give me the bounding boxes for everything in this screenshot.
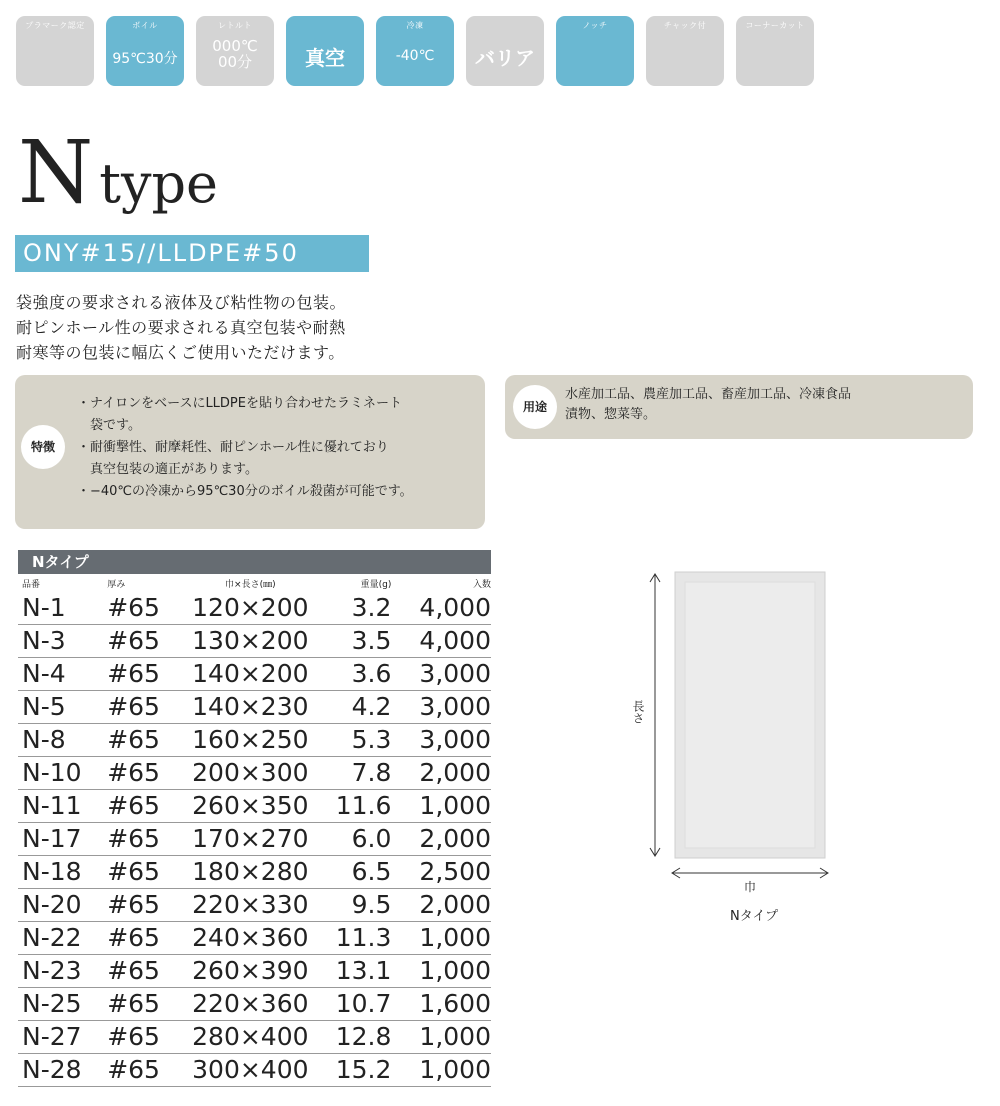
cell-weight: 10.7 — [317, 988, 392, 1021]
description-line: 耐ピンホール性の要求される真空包装や耐熱 — [16, 318, 346, 337]
cell-quantity: 2,000 — [391, 889, 491, 922]
cell-quantity: 4,000 — [391, 625, 491, 658]
cell-thickness: #65 — [107, 922, 184, 955]
cell-quantity: 1,000 — [391, 1021, 491, 1054]
title-word: type — [99, 152, 218, 215]
usage-line: 水産加工品、農産加工品、畜産加工品、冷凍食品 — [565, 387, 852, 402]
cell-product: N-17 — [18, 823, 107, 856]
cell-size: 220×360 — [184, 988, 317, 1021]
cell-weight: 12.8 — [317, 1021, 392, 1054]
table-row — [18, 724, 491, 757]
cell-thickness: #65 — [107, 988, 184, 1021]
cell-thickness: #65 — [107, 724, 184, 757]
usage-line: 漬物、惣菜等。 — [565, 407, 657, 422]
usage-label: 用途 — [513, 385, 557, 429]
cell-product: N-22 — [18, 922, 107, 955]
usage-box — [505, 375, 973, 439]
cell-product: N-27 — [18, 1021, 107, 1054]
cell-weight: 6.5 — [317, 856, 392, 889]
cell-weight: 7.8 — [317, 757, 392, 790]
vacuum-icon — [286, 16, 364, 86]
cell-product: N-25 — [18, 988, 107, 1021]
boil-icon — [106, 16, 184, 86]
cell-quantity: 1,000 — [391, 790, 491, 823]
cell-thickness: #65 — [107, 658, 184, 691]
header-thickness: 厚み — [107, 579, 126, 590]
table-row — [18, 1021, 491, 1054]
cell-size: 280×400 — [184, 1021, 317, 1054]
features-label: 特徴 — [21, 425, 65, 469]
cell-weight: 11.3 — [317, 922, 392, 955]
bag-diagram-svg — [620, 560, 860, 890]
cell-product: N-18 — [18, 856, 107, 889]
icon-caption: 冷凍 — [406, 21, 424, 30]
icon-caption: プラマーク認定 — [25, 21, 85, 30]
table-row — [18, 955, 491, 988]
description-line: 耐寒等の包装に幅広くご使用いただけます。 — [16, 343, 345, 362]
table-row — [18, 658, 491, 691]
microwave-icon — [16, 16, 94, 86]
table-header-row — [18, 574, 491, 592]
cell-weight: 9.5 — [317, 889, 392, 922]
cell-product: N-23 — [18, 955, 107, 988]
spec-table — [18, 550, 491, 1087]
retort-icon — [196, 16, 274, 86]
icon-caption: コーナーカット — [745, 21, 805, 30]
table-row — [18, 625, 491, 658]
cell-product: N-11 — [18, 790, 107, 823]
cell-product: N-10 — [18, 757, 107, 790]
cell-weight: 15.2 — [317, 1054, 392, 1087]
cell-product: N-8 — [18, 724, 107, 757]
cell-weight: 5.3 — [317, 724, 392, 757]
cell-quantity: 1,000 — [391, 955, 491, 988]
cell-size: 300×400 — [184, 1054, 317, 1087]
cell-thickness: #65 — [107, 691, 184, 724]
features-box — [15, 375, 485, 529]
cell-thickness: #65 — [107, 1021, 184, 1054]
header-quantity: 入数 — [472, 579, 491, 590]
cell-weight: 13.1 — [317, 955, 392, 988]
cell-weight: 3.2 — [317, 592, 392, 625]
table-row — [18, 988, 491, 1021]
cell-thickness: #65 — [107, 1054, 184, 1087]
feature-icons — [16, 16, 814, 86]
cell-weight: 3.5 — [317, 625, 392, 658]
cell-thickness: #65 — [107, 757, 184, 790]
description-line: 袋強度の要求される液体及び粘性物の包装。 — [16, 293, 347, 312]
header-size: 巾×長さ(㎜) — [225, 579, 276, 590]
header-product: 品番 — [22, 579, 41, 590]
cell-quantity: 3,000 — [391, 691, 491, 724]
icon-caption: チャック付 — [663, 21, 707, 30]
page-title — [18, 123, 218, 223]
corner-cut-icon — [736, 16, 814, 86]
cell-weight: 3.6 — [317, 658, 392, 691]
cell-size: 200×300 — [184, 757, 317, 790]
width-label: 巾 — [744, 880, 757, 894]
diagram-caption: Nタイプ — [730, 909, 779, 924]
cell-size: 220×330 — [184, 889, 317, 922]
icon-text: バリア — [475, 46, 535, 70]
description — [16, 290, 346, 365]
feature-line: ・−40℃の冷凍から95℃30分のボイル殺菌が可能です。 — [77, 484, 413, 499]
table-row — [18, 790, 491, 823]
cell-weight: 4.2 — [317, 691, 392, 724]
cell-quantity: 2,000 — [391, 757, 491, 790]
icon-text: 000℃ 00分 — [212, 37, 258, 71]
usage-text — [565, 385, 851, 425]
icon-text: 真空 — [305, 46, 345, 70]
cell-size: 120×200 — [184, 592, 317, 625]
cell-size: 140×230 — [184, 691, 317, 724]
bag-inner — [685, 582, 815, 848]
cell-thickness: #65 — [107, 625, 184, 658]
zipper-icon — [646, 16, 724, 86]
icon-text: 95℃30分 — [112, 51, 178, 67]
feature-line: ・ナイロンをベースにLLDPEを貼り合わせたラミネート — [77, 396, 402, 411]
cell-product: N-4 — [18, 658, 107, 691]
features-text — [77, 393, 487, 503]
cell-weight: 6.0 — [317, 823, 392, 856]
table-row — [18, 889, 491, 922]
cell-thickness: #65 — [107, 592, 184, 625]
barrier-icon — [466, 16, 544, 86]
cell-thickness: #65 — [107, 955, 184, 988]
table-row — [18, 922, 491, 955]
cell-quantity: 4,000 — [391, 592, 491, 625]
cell-quantity: 3,000 — [391, 724, 491, 757]
cell-quantity: 1,600 — [391, 988, 491, 1021]
table-row — [18, 592, 491, 625]
cell-quantity: 2,000 — [391, 823, 491, 856]
cell-size: 180×280 — [184, 856, 317, 889]
feature-line: 真空包装の適正があります。 — [77, 462, 258, 477]
cell-thickness: #65 — [107, 856, 184, 889]
cell-quantity: 3,000 — [391, 658, 491, 691]
cell-thickness: #65 — [107, 823, 184, 856]
header-weight: 重量(g) — [360, 579, 392, 590]
cell-product: N-1 — [18, 592, 107, 625]
length-label: 長さ — [631, 700, 645, 724]
table-row — [18, 856, 491, 889]
cell-thickness: #65 — [107, 889, 184, 922]
cell-quantity: 2,500 — [391, 856, 491, 889]
cell-size: 130×200 — [184, 625, 317, 658]
cell-quantity: 1,000 — [391, 1054, 491, 1087]
icon-caption: ノッチ — [582, 21, 608, 30]
icon-text: -40℃ — [395, 48, 435, 64]
cell-product: N-3 — [18, 625, 107, 658]
material-badge: ONY#15//LLDPE#50 — [15, 235, 369, 272]
table-row — [18, 691, 491, 724]
notch-icon — [556, 16, 634, 86]
cell-product: N-20 — [18, 889, 107, 922]
table-row — [18, 823, 491, 856]
cell-size: 260×390 — [184, 955, 317, 988]
cell-product: N-5 — [18, 691, 107, 724]
freeze-icon — [376, 16, 454, 86]
cell-quantity: 1,000 — [391, 922, 491, 955]
feature-line: 袋です。 — [77, 418, 141, 433]
table-row — [18, 757, 491, 790]
cell-product: N-28 — [18, 1054, 107, 1087]
cell-weight: 11.6 — [317, 790, 392, 823]
cell-thickness: #65 — [107, 790, 184, 823]
title-letter: N — [18, 123, 94, 223]
table-row — [18, 1054, 491, 1087]
icon-caption: ボイル — [132, 21, 158, 30]
table-title: Nタイプ — [18, 550, 491, 574]
feature-line: ・耐衝撃性、耐摩耗性、耐ピンホール性に優れており — [77, 440, 389, 455]
icon-caption: レトルト — [218, 21, 252, 30]
cell-size: 170×270 — [184, 823, 317, 856]
cell-size: 240×360 — [184, 922, 317, 955]
cell-size: 140×200 — [184, 658, 317, 691]
cell-size: 260×350 — [184, 790, 317, 823]
bag-diagram — [620, 560, 860, 940]
cell-size: 160×250 — [184, 724, 317, 757]
